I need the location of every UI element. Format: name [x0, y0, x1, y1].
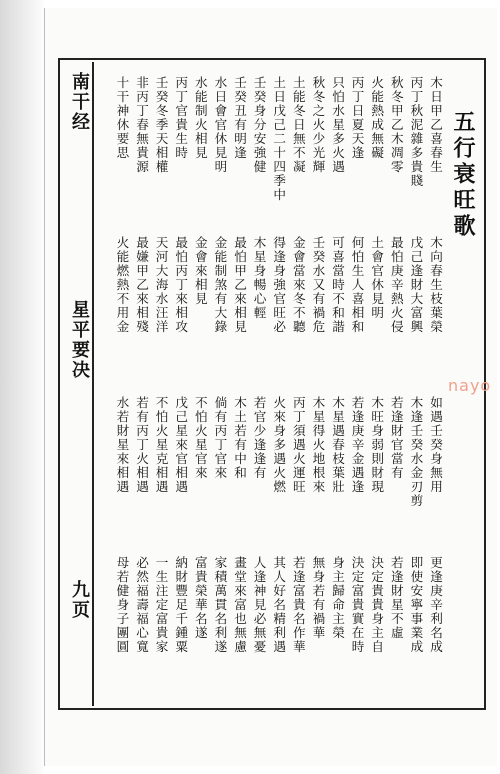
- poem-line: 壬癸身分安強健: [251, 76, 267, 174]
- poem-line: 不怕火星克相遇: [153, 396, 169, 494]
- poem-line: 木土若有中和: [232, 396, 247, 480]
- poem-line: 木星身暢心輕: [251, 236, 267, 320]
- poem-line: 不怕火星官來: [192, 396, 208, 480]
- poem-line: 若官少逢逢有: [251, 396, 267, 480]
- poem-line: 只怕水星多火遇: [330, 76, 345, 174]
- poem-line: 金會當來冬不聽: [290, 236, 306, 334]
- poem-title: 五行衰旺歌: [450, 110, 476, 240]
- poem-line: 最怕甲乙來相見: [232, 236, 247, 334]
- poem-line: 母若健身子團圓: [114, 556, 130, 654]
- poem-line: 丙丁官貴生時: [173, 76, 189, 160]
- poem-line: 木逢壬癸水金刃剪: [408, 396, 424, 508]
- poem-line: 即使安寧事業成: [408, 556, 424, 654]
- poem-line: 得逢身強官旺必: [271, 236, 287, 334]
- poem-line: 身主歸命主榮: [330, 556, 345, 640]
- poem-line: 納財豐足千鍾粟: [173, 556, 189, 654]
- poem-line: 壬癸冬季天相權: [153, 76, 169, 174]
- poem-line: 水能制火相見: [192, 76, 208, 160]
- poem-line: 最怕丙丁來相攻: [173, 236, 189, 334]
- poem-line: 水若財星來相遇: [114, 396, 130, 494]
- poem-line: 可喜當時不和諧: [330, 236, 345, 334]
- poem-line: 決定富貴實在時: [349, 556, 365, 654]
- poem-line: 火能熱成無礙: [369, 76, 385, 160]
- poem-line: 天河大海水汪洋: [153, 236, 169, 334]
- poem-line: 火來身多遇火燃: [271, 396, 287, 494]
- poem-line: 木星得火地根來: [310, 396, 326, 494]
- poem-line: 無身若有禍華: [310, 556, 326, 640]
- poem-line: 十干神休要思: [114, 76, 130, 160]
- poem-line: 最怕庚辛熱火侵: [388, 236, 404, 334]
- poem-line: 若逢財星不虛: [388, 556, 404, 640]
- poem-line: 壬癸水又有禍危: [310, 236, 326, 334]
- spine-section-title: 星平要决: [69, 300, 90, 380]
- poem-line: 家積萬貫名利遂: [212, 556, 228, 654]
- poem-line: 倘有丙丁官來: [212, 396, 228, 480]
- poem-line: 木旺身弱則財現: [369, 396, 385, 494]
- poem-line: 若逢富貴名作華: [290, 556, 306, 654]
- poem-line: 秋冬之火少光輝: [310, 76, 326, 174]
- poem-line: 金能制煞有大錄: [212, 236, 228, 334]
- poem-line: 土會官休見明: [369, 236, 385, 320]
- poem-line: 其人好名精利遇: [271, 556, 287, 654]
- poem-line: 如遇壬癸身無用: [428, 396, 443, 494]
- poem-line: 土日戊己二十四季中: [271, 76, 287, 202]
- poem-line: 戊己逢財大富興: [408, 236, 424, 334]
- poem-line: 非丙丁春無貴源: [134, 76, 149, 174]
- spine-book-title: 南干经: [69, 72, 90, 132]
- poem-line: 若逢財官當有: [388, 396, 404, 480]
- poem-line: 水日會官休見明: [212, 76, 228, 174]
- poem-line: 丙丁須遇火運旺: [290, 396, 306, 494]
- watermark-text: nayo: [448, 376, 492, 395]
- poem-line: 一生注定富貴家: [153, 556, 169, 654]
- poem-line: 若有丙丁火相遇: [134, 396, 149, 494]
- poem-line: 土能冬日無不凝: [290, 76, 306, 174]
- poem-line: 木向春生枝葉榮: [428, 236, 443, 334]
- poem-line: 戊己星來官相遇: [173, 396, 189, 494]
- poem-line: 秋冬甲乙木凋零: [388, 76, 404, 174]
- poem-line: 最嫌甲乙來相殘: [134, 236, 149, 334]
- poem-line: 木日甲乙喜春生: [428, 76, 443, 174]
- poem-line: 人逢神見必無憂: [251, 556, 267, 654]
- poem-line: 丙丁日夏天逢: [349, 76, 365, 160]
- poem-line: 金會來相見: [192, 236, 208, 306]
- poem-line: 決定貴貴身主自: [369, 556, 385, 654]
- poem-line: 木星遇春枝葉壯: [330, 396, 345, 494]
- poem-line: 何怕生人喜相和: [349, 236, 365, 334]
- spine-page-number: 九页: [69, 580, 90, 620]
- poem-line: 若逢庚辛金遇逢: [349, 396, 365, 494]
- poem-line: 富貴榮華名遂: [192, 556, 208, 640]
- poem-line: 丙丁秋泥雜多貴賤: [408, 76, 424, 188]
- page-edge-shadow: [0, 0, 46, 774]
- poem-line: 必然福壽福心寬: [134, 556, 149, 654]
- poem-line: 火能燃熱不用金: [114, 236, 130, 334]
- poem-line: 畫堂來富也無慮: [232, 556, 247, 654]
- poem-line: 更逢庚辛利名成: [428, 556, 443, 654]
- poem-line: 壬癸丑有明逢: [232, 76, 247, 160]
